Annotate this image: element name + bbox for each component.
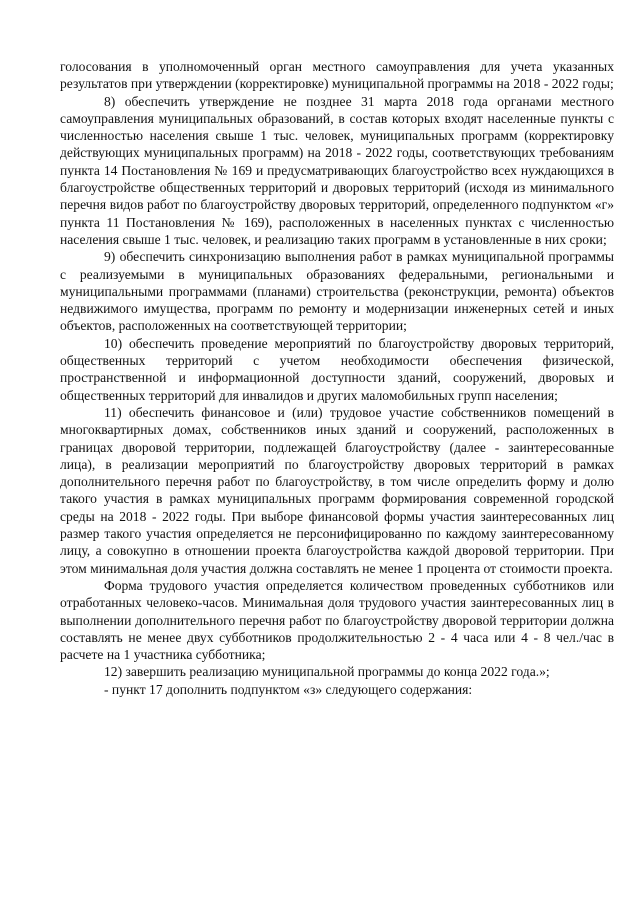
paragraph-item-8: 8) обеспечить утверждение не позднее 31 марта 2018 года органами местного самоуправления муниципальных образований, в состав которых входят населенные пункты с численностью населения свыше 1 тыс. человек, муниципальных программ (корректировку действующих муниципальных программ) на 2018 - 2022 годы, соответствующих требованиям пункта 14 Постановления № 169 и предусматривающих благоустройство всех нуждающихся в благоустройстве общественных территорий и дворовых территорий (исходя из минимального перечня видов работ по благоустройству дворовых территорий, определенного подпунктом «г» пункта 11 Постановления № 169), расположенных в населенных пунктах с численностью населения свыше 1 тыс. человек, и реализацию таких программ в установленные в них сроки; <box>60 93 614 247</box>
paragraph-labor-participation: Форма трудового участия определяется количеством проведенных субботников или отработанных человеко-часов. Минимальная доля трудового участия заинтересованных лиц в выполнении дополнительного перечня работ по благоустройству дворовой территории должна составлять не менее двух субботников продолжительностью 2 - 4 часа или 4 - 8 чел./час в расчете на 1 участника субботника; <box>60 577 614 663</box>
paragraph-item-9: 9) обеспечить синхронизацию выполнения работ в рамках муниципальной программы с реализуемыми в муниципальных образованиях федеральными, региональными и муниципальными программами (планами) строительства (реконструкции, ремонта) объектов недвижимого имущества, программ по ремонту и модернизации инженерных сетей и иных объектов, расположенных на соответствующей территории; <box>60 249 614 334</box>
paragraph-item-11: 11) обеспечить финансовое и (или) трудовое участие собственников помещений в многоквартирных домах, собственников иных зданий и сооружений, расположенных в границах дворовой территории, подлежащей благоустройству (далее - заинтересованные лица), в реализации мероприятий по благоустройству дворовых территорий в рамках дополнительного перечня работ по благоустройству, в том числе определить форму и долю такого участия в рамках муниципальных программ формирования современной городской среды на 2018 - 2022 годы. При выборе финансовой формы участия заинтересованных лиц размер такого участия определяется не персонифицированно по каждому заинтересованному лицу, а совокупно в отношении проекта благоустройства каждой дворовой территории. При этом минимальная доля участия должна составлять не менее 1 процента от стоимости проекта. <box>60 404 614 576</box>
paragraph-item-12: 12) завершить реализацию муниципальной программы до конца 2022 года.»; <box>104 664 550 680</box>
paragraph-voting-continuation: голосования в уполномоченный орган местного самоуправления для учета указанных результатов при утверждении (корректировке) муниципальной программы на 2018 - 2022 годы; <box>60 59 614 92</box>
document-page <box>60 58 614 698</box>
paragraph-item-10: 10) обеспечить проведение мероприятий по благоустройству дворовых территорий, общественных территорий с учетом необходимости обеспечения физической, пространственной и информационной доступности зданий, сооружений, дворовых и общественных территорий для инвалидов и других маломобильных групп населения; <box>60 335 614 403</box>
paragraph-point-17: - пункт 17 дополнить подпунктом «з» следующего содержания: <box>104 681 473 697</box>
